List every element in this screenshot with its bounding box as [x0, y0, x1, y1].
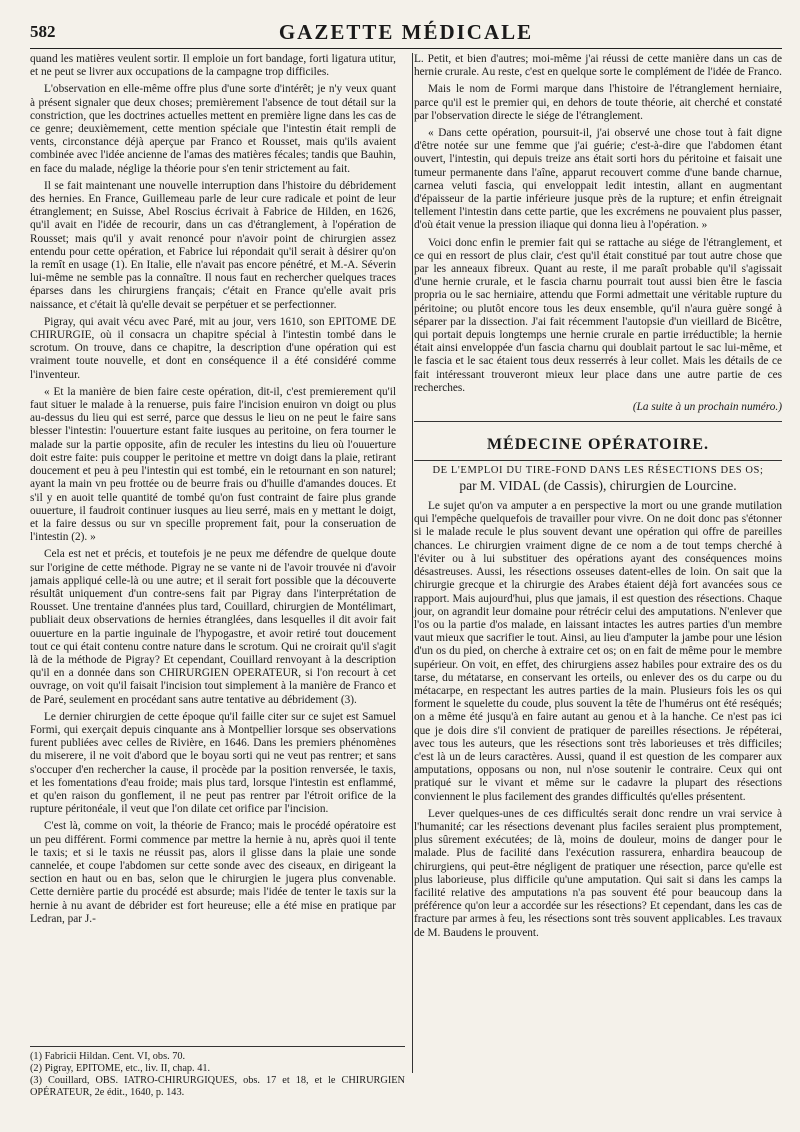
left-column	[30, 53, 405, 1073]
paragraph: Pigray, qui avait vécu avec Paré, mit au jour, vers 1610, son EPITOME DE CHIRURGIE, où il consacra un chapitre spécial à l'intestin tombé dans le scrotum. On trouve, dans ce chapitre, la description d'une opération qui est vraiment toute nouvelle, et dont en conséquence il a été considéré comme l'inventeur.	[30, 315, 396, 381]
footnotes	[30, 1046, 405, 1099]
text-columns	[30, 53, 782, 1073]
footnote: (1) Fabricii Hildan. Cent. VI, obs. 70.	[30, 1051, 186, 1062]
journal-title: GAZETTE MÉDICALE	[278, 20, 534, 44]
section-separator	[414, 421, 782, 422]
paragraph: Lever quelques-unes de ces difficultés serait donc rendre un vrai service à l'humanité; car les résections devenant plus faciles seraient plus promptement, plus sûrement exécutées; de là, moins de douleur, moins de danger pour le malade. Plus de facilité dans l'exécution rassurera, enhardira beaucoup de chirurgiens, qui peut-être négligent de pratiquer une résection, parce qu'elle est plus laborieuse, plus difficile qu'une amputation. Qui sait si dans les camps la facilité relative des amputations n'a pas souvent été pour beaucoup dans la préférence qu'on leur a accordée sur les résections? Et cependant, dans les cas de fracture par armes à feu, les résections sont très souvent applicables. Les travaux de M. Baudens le prouvent.	[414, 807, 782, 939]
paragraph: Le dernier chirurgien de cette époque qu'il faille citer sur ce sujet est Samuel Formi, qui exerçait depuis cinquante ans à Montpellier lorsque ses observations furent publiées avec celles de Rivière, en 1646. Dans les premiers phénomènes du miserere, il ne voit d'abord que le boyau sorti qui ne veut pas rentrer; et sans s'occuper d'en rechercher la cause, il procède par la position renversée, le taxis, et les fomentations d'eau froide; mais plus tard, lorsque l'intestin est enflammé, et qu'en raison du gonflement, il ne peut pas rentrer par l'étroit orifice de la rupture péritonéale, il veut que l'on dilate cet orifice par l'incision.	[30, 710, 396, 816]
paragraph: quand les matières veulent sortir. Il emploie un fort bandage, forti ligatura utitur, et ne peut se livrer aux occupations de la campagne trop difficiles.	[30, 53, 396, 79]
paragraph: C'est là, comme on voit, la théorie de Franco; mais le procédé opératoire est un peu différent. Formi commence par mettre la hernie à nu, après quoi il tente le taxis; et si le taxis ne réussit pas, alors il glisse dans la plaie une sonde cannelée, et coupe l'abdomen sur cette sonde avec des ciseaux, en dirigeant la section en haut ou en bas, selon que le chirurgien le jugera plus convenable. Cette dernière partie du procédé est absurde; mais l'idée de tenter le taxis sur la hernie à nu avant de débrider est fort heureuse; elle a été mise en pratique par Ledran, par J.-	[30, 820, 396, 925]
paragraph: L. Petit, et bien d'autres; moi-même j'ai réussi de cette manière dans un cas de hernie crurale. Au reste, c'est en quelque sorte le complément de l'idée de Franco.	[414, 53, 782, 79]
article-author: par M. VIDAL (de Cassis), chirurgien de Lourcine.	[459, 478, 737, 494]
right-column	[405, 53, 782, 1073]
paragraph: Le sujet qu'on va amputer a en perspective la mort ou une grande mutilation qui l'empêche quelquefois de travailler pour vivre. On ne doit donc pas s'étonner si le malade recule le plus souvent devant une opération qui offre de pareilles chances. Le chirurgien vraiment digne de ce nom a de tout temps cherché à l'éviter ou à lui substituer des opérations ayant des conséquences moins désastreuses. Aussi, les résections osseuses datent-elles de loin. On sait que la chirurgie grecque et la chirurgie des Arabes étaient déjà fort avancées sous ce rapport. Mais aujourd'hui, plus que jamais, il est question des résections. Chaque jour, on agrandit leur domaine pour rétrécir celui des amputations. N'enlever que l'os ou la partie d'os malade, en laissant intactes les autres parties d'un membre vaut mieux que sacrifier le tout. Ainsi, au lieu d'amputer la jambe pour une lésion d'un os du pied, on cherche à extraire cet os; on en fait de même pour le membre supérieur. On voit, en effet, des chirurgiens assez habiles pour extraire des os du tarse, du métatarse, en conservant les orteils, ou enlever des os du carpe ou du métacarpe, en respectant les autres parties de la main. Plusieurs fois les os qui forment le squelette du coude, plus souvent la tête de l'humérus ont été reséqués; on a même été jusqu'à en faire autant au genou et à la hanche. Ce n'est pas ici que je dois dire s'il convient de pratiquer de pareilles résections. Je répéterai, avec tous les auteurs, que les résections sont très laborieuses et très difficiles; c'est là un de leurs caractères. Aussi, quand il est question de les comparer aux amputations, opposans ou non, nul n'ose soutenir le contraire. Ceux qui ont pratiqué sur le vivant et même sur le cadavre la plupart des résections conviennent le plus facilement des grandes difficultés qu'elles présentent.	[414, 500, 782, 803]
page-number: 582	[30, 22, 56, 41]
paragraph: Voici donc enfin le premier fait qui se rattache au siége de l'étranglement, et ce qui en ressort de plus clair, c'est qu'il était constitué par tout autre chose que par les anneaux fibreux. Quant au reste, il me paraît probable qu'il s'agissait d'une hernie crurale, et le fascia charnu pourrait tout aussi bien être le fascia propria ou le sac herniaire, attendu que Formi admettait une véritable rupture du péritoine; ou plutôt encore tous les deux ensemble, qu'il n'aura guère songé à séparer par la dissection. J'ai fait récemment l'autopsie d'un vieillard de Bicêtre, qui portait depuis longtemps une hernie crurale en partie irréductible; la hernie était ainsi enveloppée d'un fascia charnu qui doublait partout le sac lui-même, et le fascia et le sac étaient tous deux resserrés à leur collet. Mais les détails de ce fait intéressant trouveront mieux leur place dans une autre partie de ces recherches.	[414, 236, 782, 394]
paragraph: Cela est net et précis, et toutefois je ne peux me défendre de quelque doute sur l'origine de cette méthode. Pigray ne se vante ni de l'avoir trouvée ni d'avoir jamais appliqué celle-là ou une autre; et il serait fort possible que la découverte résultât uniquement d'un contre-sens fait par Pigray dans l'interprétation de Rousset. Une trentaine d'années plus tard, Couillard, chirurgien de Montélimart, publiait deux observations de hernies étranglées, dans lesquelles il dit avoir fait ouuerture en la partie inguinale de l'hypogastre, et avoir retiré tout doucement tout ce qui était contenu contre nature dans le scrotum. Qui ne croirait qu'il s'agit là de la méthode de Pigray? Et cependant, Couillard renvoyant à la description qu'il en a donnée dans son CHIRURGIEN OPERATEUR, si l'on recourt à cet ouvrage, on voit qu'il faisait l'incision tout simplement à la manière de Franco et de Paré, seulement en procédant sans autre tentative au débridement (3).	[30, 548, 396, 706]
paragraph: Il se fait maintenant une nouvelle interruption dans l'histoire du débridement des hernies. En France, Guillemeau parle de leur cure radicale et point de leur étranglement; en Suisse, Abel Roscius écrivait à Fabrice de Hilden, en 1626, qu'il avait en l'idée de recourir, dans un cas d'étranglement, à l'opération de Rousset; mais qu'il y avait renoncé pour n'avoir point de chirurgien assez entendu pour cette opération, et Fabrice lui répondait qu'il serait à désirer qu'on la remît en usage (1). En Italie, elle n'avait pas encore pénétré, et M.-A. Séverin lui-même ne semble pas la connaître. Il nous faut en rechercher quelques traces éparses dans les chirurgiens français; c'était en France qu'elle avait pris naissance, et c'était là qu'elle devait se perpétuer et se perfectionner.	[30, 179, 396, 311]
footnote: (2) Pigray, EPITOME, etc., liv. II, chap. 41.	[30, 1063, 211, 1074]
column-divider	[412, 53, 413, 1073]
paragraph: L'observation en elle-même offre plus d'une sorte d'intérêt; je n'y veux quant à présent signaler que deux choses; premièrement l'absence de tout détail sur la constriction, que les doctrines actuelles mettent en première ligne dans les cas de ce genre; deuxièmement, cette mention spéciale que l'intestin était rempli de vents, circonstance déjà aperçue par Franco et Rousset, mais qu'ils avaient combinée avec l'idée ancienne de l'amas des matières fécales; tandis que Bauhin, en face du malade, néglige la théorie pour s'en tenir strictement au fait.	[30, 83, 396, 175]
article-title: DE L'EMPLOI DU TIRE-FOND DANS LES RÉSECTIONS DES OS;	[414, 460, 782, 476]
paragraph: « Et la manière de bien faire ceste opération, dit-il, c'est premierement qu'il faut situer le malade à la renuerse, puis faire l'incision enuiron vn doigt ou plus au-dessus du lieu qui est serré, parce que dessus le lieu on ne peut le faire sans blesser l'intestin: l'ouuerture estant faite iusques au peritoine, on fera tourner le malade sur la partie opposite, afin de reculer les intestins du lieu où l'ouuerture doit estre faite: puis coupper le peritoine et mettre vn doigt dans la plaie, retirant doucement et peu à peu l'intestin qui est tombé, ein le retournant en son naturel; ayant la main vn peu frottée ou de beurre frais ou d'huille d'amandes douces. Et s'il y en auoit telle quantité de tombé qu'on fust contraint de faire plus grande ouuerture, il faudroit continuer iusques au lieu serré, mais en y mettant le doigt, et la faire dessus ou sur vn specille proprement fait, pour la conseruation de l'intestin (2). »	[30, 385, 396, 544]
page-header	[30, 18, 782, 49]
continued-note: (La suite à un prochain numéro.)	[632, 401, 782, 414]
section-title: MÉDECINE OPÉRATOIRE.	[486, 436, 710, 454]
paragraph: « Dans cette opération, poursuit-il, j'ai observé une chose tout à fait digne d'être notée sur une femme que j'ai guérie; c'est-à-dire que l'abdomen étant ouvert, l'intestin, qui depuis treize ans était sorti hors du péritoine et faisait une tumeur permanente dans l'aîne, apparut recouvert comme d'une bande charnue, carnea veluti fascia, qui enveloppait ledit intestin, allant en augmentant d'épaisseur de la partie inférieure jusque près de la rupture; et enfin étreignait tellement l'intestin dans cette partie, que les excrémens ne pouvaient plus passer, d'où était venue la pression iliaque qui donna lieu à l'opération. »	[414, 127, 782, 232]
footnote: (3) Couillard, OBS. IATRO-CHIRURGIQUES, obs. 17 et 18, et le CHIRURGIEN OPÉRATEUR, 2e édit., 1640, p. 143.	[30, 1075, 405, 1098]
paragraph: Mais le nom de Formi marque dans l'histoire de l'étranglement herniaire, parce qu'il est le premier qui, en dehors de toute théorie, ait cherché et constaté par l'observation directe le siége de l'étranglement.	[414, 83, 782, 122]
